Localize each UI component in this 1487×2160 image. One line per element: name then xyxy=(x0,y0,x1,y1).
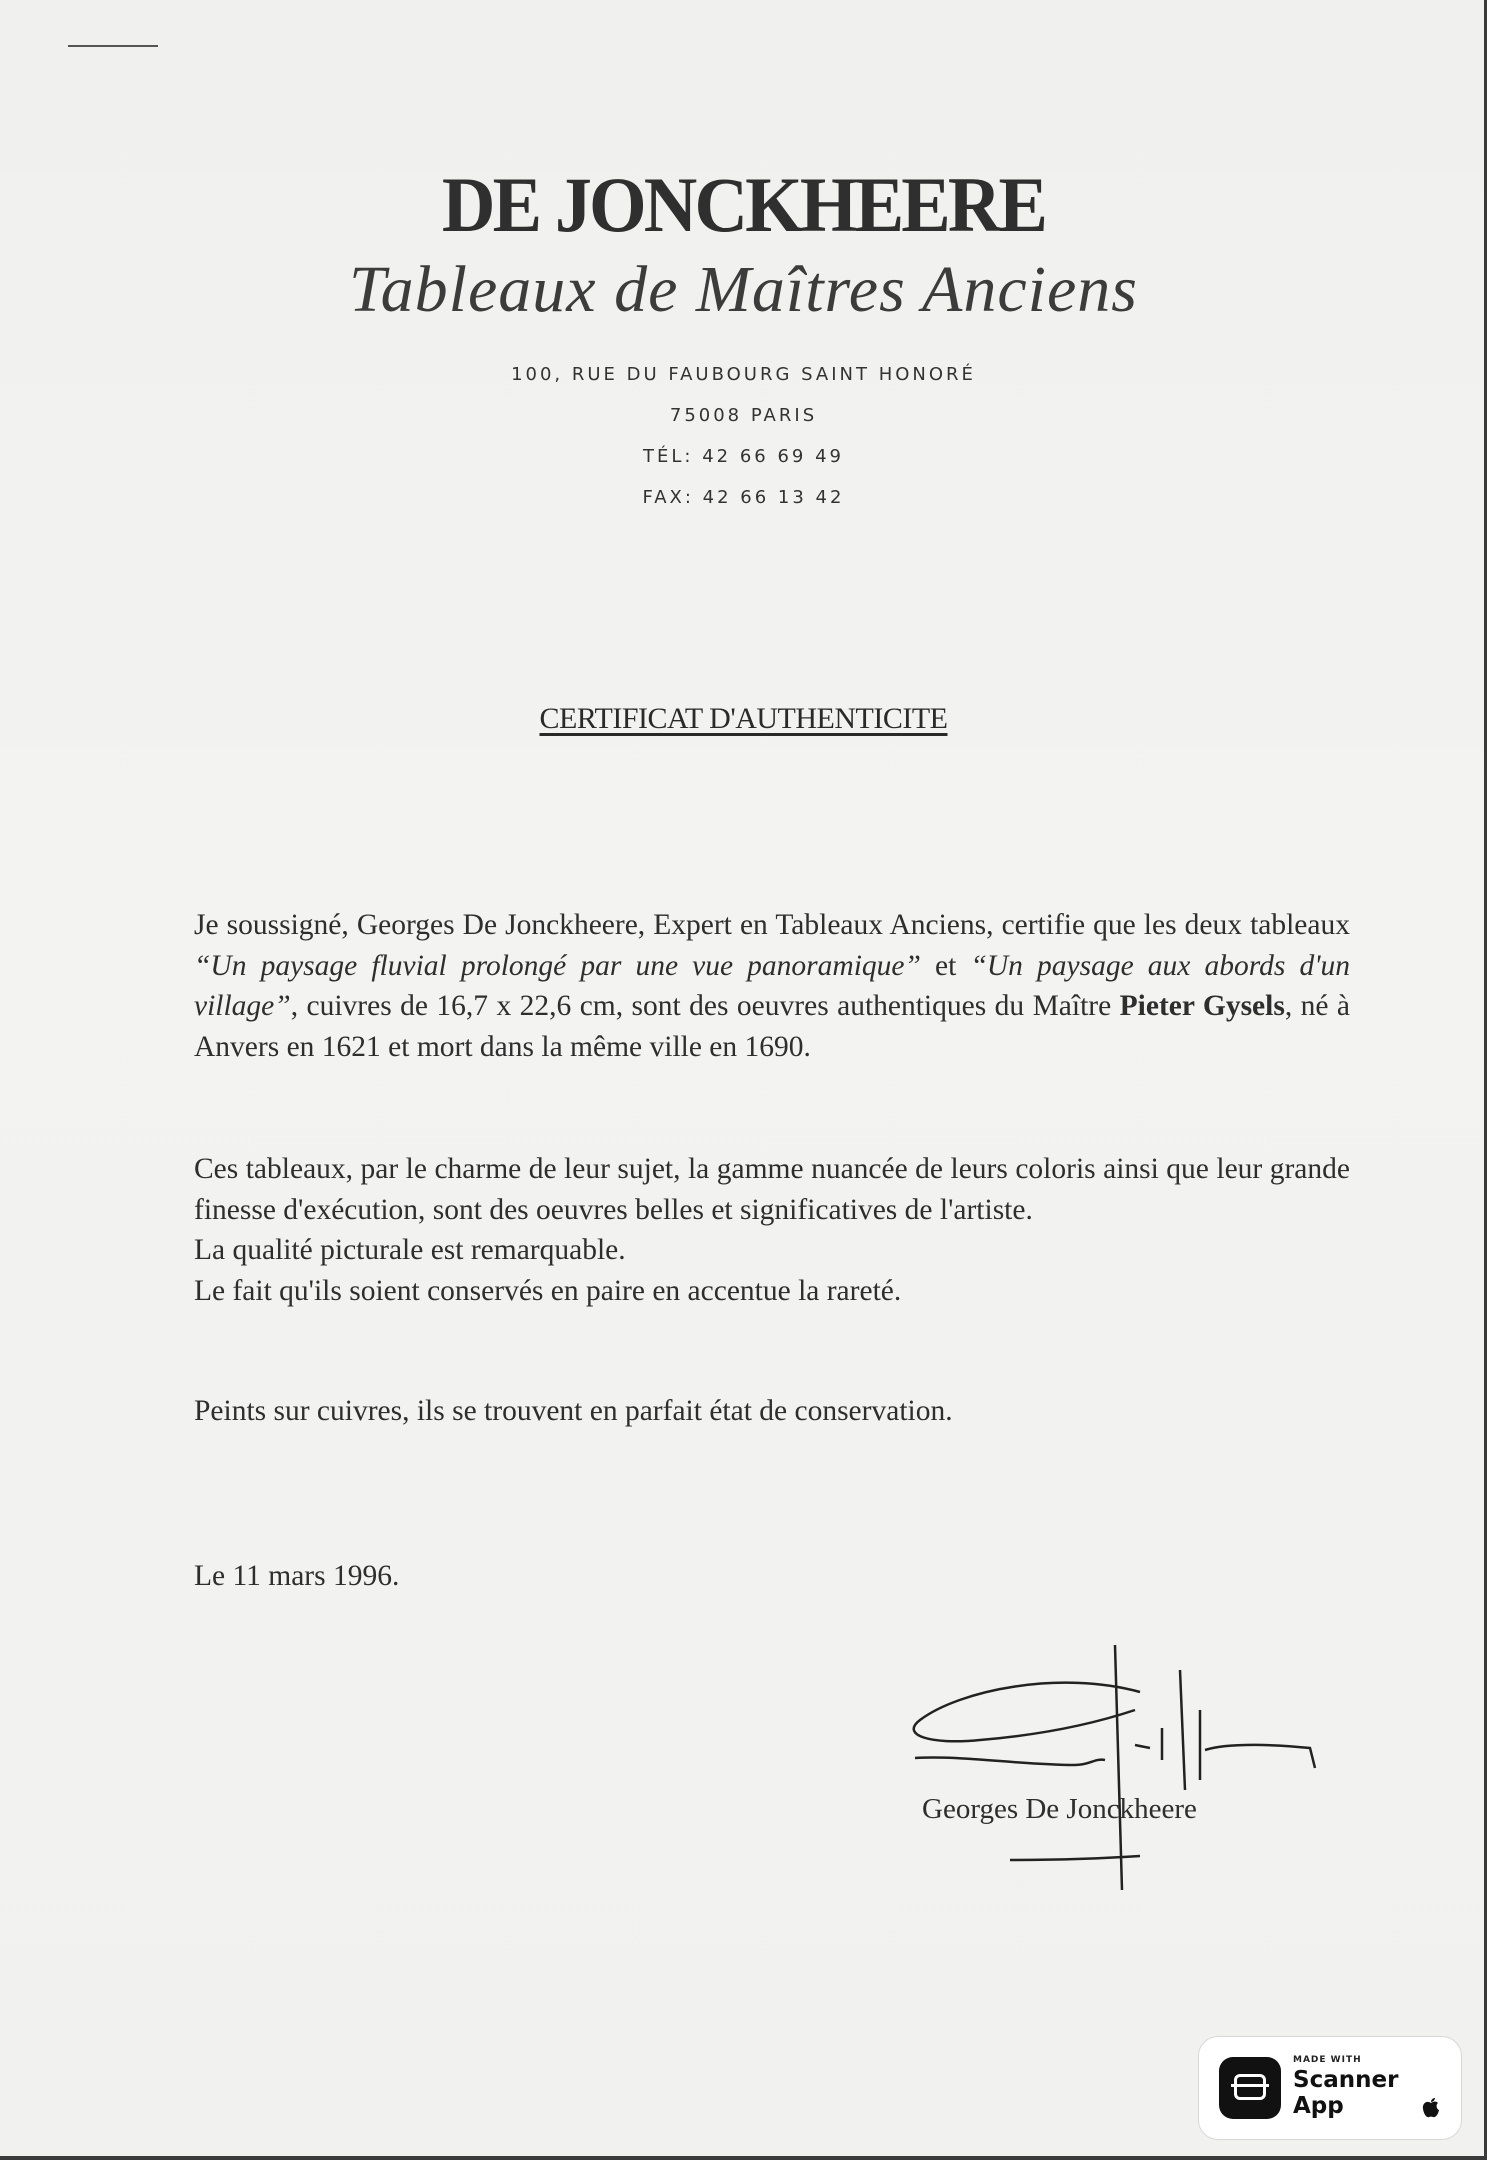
condition-paragraph xyxy=(194,1391,1350,1432)
painting-title-1: “Un paysage fluvial prolongé par une vue panoramique” xyxy=(194,949,921,982)
fax-number: FAX: 42 66 13 42 xyxy=(642,487,845,508)
company-tagline: Tableaux de Maîtres Anciens xyxy=(349,253,1138,326)
phone-number: TÉL: 42 66 69 49 xyxy=(643,446,844,467)
para1-text-c: , cuivres de 16,7 x 22,6 cm, sont des oeuvres authentiques du Maître xyxy=(290,990,1120,1022)
address-city: 75008 PARIS xyxy=(669,405,818,426)
para4-text: Le fait qu'ils soient conservés en paire en accentue la rareté. xyxy=(194,1274,902,1307)
company-name: DE JONCKHEERE xyxy=(441,161,1046,248)
badge-app-name xyxy=(1293,2067,1398,2119)
para5-text: Peints sur cuivres, ils se trouvent en parfait état de conservation. xyxy=(194,1395,953,1427)
page-edge-bottom xyxy=(0,2156,1487,2160)
description-paragraph xyxy=(194,1149,1350,1311)
para1-text-a: Je soussigné, Georges De Jonckheere, Expert en Tableaux Anciens, certifie que les deux tableaux xyxy=(194,909,1350,941)
badge-made-with: MADE WITH xyxy=(1293,2055,1362,2065)
para1-text-d: , né à Anvers en 1621 et mort dans la même ville en 1690. xyxy=(194,990,1351,1063)
document-date xyxy=(194,1556,1350,1597)
document-title: CERTIFICAT D'AUTHENTICITE xyxy=(539,702,948,735)
para1-text-b: et xyxy=(920,949,971,982)
scanner-app-icon xyxy=(1219,2057,1281,2119)
apple-icon xyxy=(1421,2097,1441,2119)
date-text: Le 11 mars 1996. xyxy=(194,1560,400,1592)
scanner-app-badge xyxy=(1198,2036,1462,2140)
badge-app-name-line2: App xyxy=(1293,2093,1344,2119)
signer-name: Georges De Jonckheere xyxy=(922,1793,1197,1825)
corner-mark xyxy=(68,45,158,47)
badge-app-name-line1: Scanner xyxy=(1293,2067,1399,2093)
para2-text: Ces tableaux, par le charme de leur sujet, la gamme nuancée de leurs coloris ainsi que leur grande finesse d'exécution, sont des oeuvres belles et significatives de l'artiste. xyxy=(194,1153,1350,1226)
para3-text: La qualité picturale est remarquable. xyxy=(194,1234,626,1266)
certification-paragraph xyxy=(194,905,1350,1067)
artist-name: Pieter Gysels xyxy=(1119,990,1285,1022)
handwritten-signature xyxy=(900,1630,1340,1900)
address-street: 100, RUE DU FAUBOURG SAINT HONORÉ xyxy=(511,364,976,385)
painting-title-2: “Un paysage aux abords d'un village” xyxy=(194,949,1351,1022)
